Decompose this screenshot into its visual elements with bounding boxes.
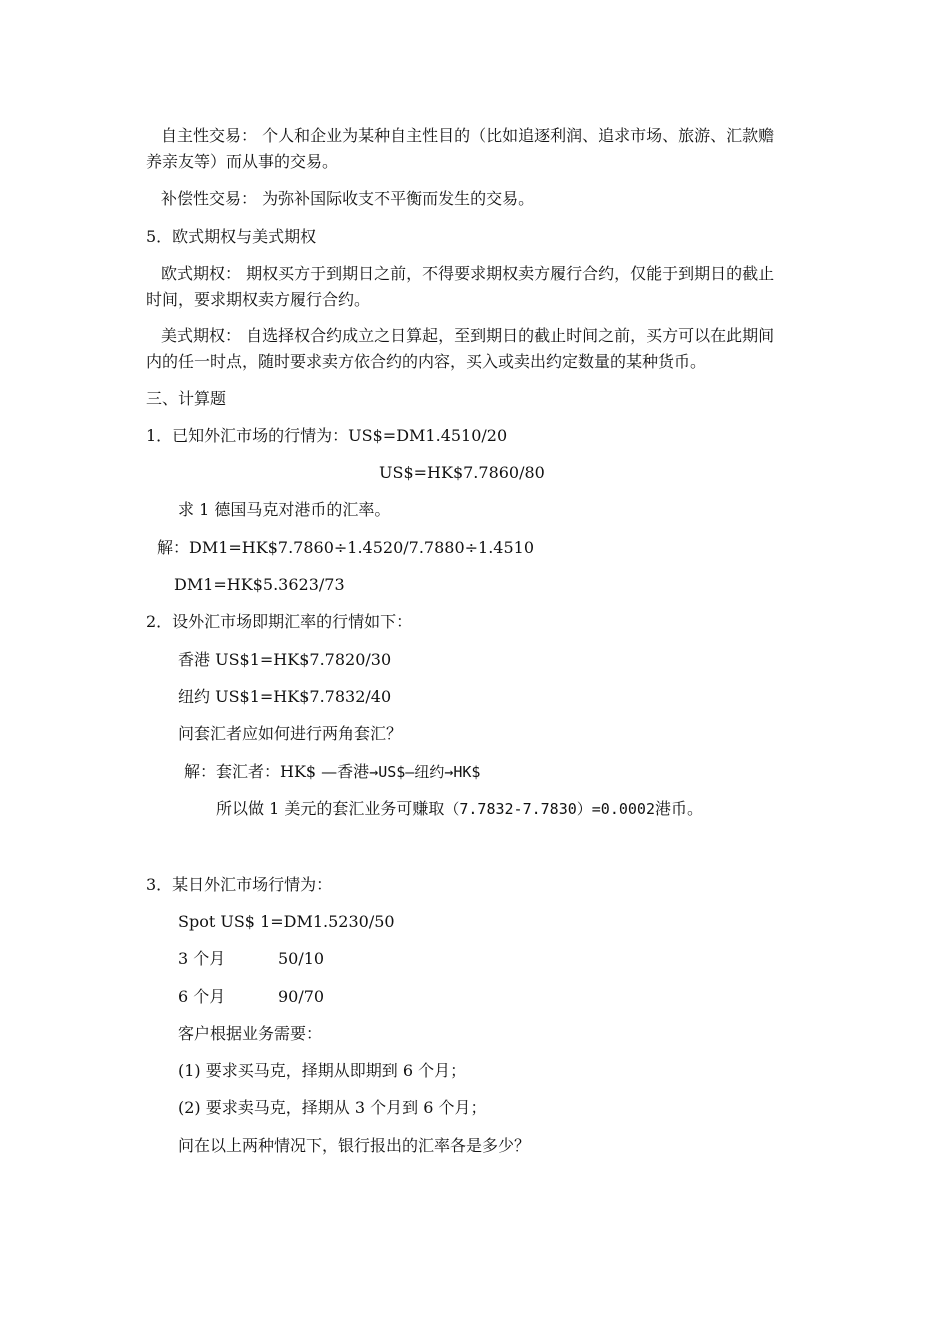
american-option-line-1: 美式期权： 自选择权合约成立之日算起，至到期日的截止时间之前，买方可以在此期间 [161,326,775,345]
q3-need-2: (2) 要求卖马克，择期从 3 个月到 6 个月； [178,1098,487,1117]
q2-solution-line-2-end: 港币。 [654,799,703,818]
q3-3month-value: 50/10 [278,949,325,968]
q2-line-1: 2．设外汇市场即期汇率的行情如下： [146,612,413,631]
q3-line-1: 3．某日外汇市场行情为： [146,875,333,894]
q3-question: 问在以上两种情况下，银行报出的汇率各是多少？ [178,1136,531,1155]
compensatory-trade-line: 补偿性交易： 为弥补国际收支不平衡而发生的交易。 [161,189,535,208]
q2-solution-line-1 [184,761,480,783]
q1-question: 求 1 德国马克对港币的汇率。 [178,500,391,519]
q1-line-1: 1．已知外汇市场的行情为：US$=DM1.4510/20 [146,426,508,445]
q3-6month-value: 90/70 [278,987,325,1006]
q1-line-2: US$=HK$7.7860/80 [379,463,545,482]
european-option-line-2: 时间，要求期权卖方履行合约。 [146,290,371,309]
q2-newyork-rate: 纽约 US$1=HK$7.7832/40 [178,687,392,706]
q2-solution-line-2-start: 所以做 1 美元的套汇业务可赚取 [216,799,445,818]
q3-spot-rate: Spot US$ 1=DM1.5230/50 [178,912,395,931]
autonomous-trade-line-1: 自主性交易： 个人和企业为某种自主性目的（比如追逐利润、追求市场、旅游、汇款赡 [161,126,775,145]
q2-question: 问套汇者应如何进行两角套汇？ [178,724,403,743]
european-option-line-1: 欧式期权： 期权买方于到期日之前，不得要求期权卖方履行合约，仅能于到期日的截止 [161,264,775,283]
american-option-line-2: 内的任一时点，随时要求卖方依合约的内容，买入或卖出约定数量的某种货币。 [146,352,707,371]
autonomous-trade-line-2: 养亲友等）而从事的交易。 [146,152,339,171]
options-heading: 5．欧式期权与美式期权 [146,227,317,246]
q2-solution-line-2-calc: （7.7832-7.7830）=0.0002 [444,800,655,818]
q1-solution-line-2: DM1=HK$5.3623/73 [174,575,345,594]
q3-need-1: (1) 要求买马克，择期从即期到 6 个月； [178,1061,467,1080]
q3-customer-needs: 客户根据业务需要： [178,1024,323,1043]
calc-section-heading: 三、计算题 [146,389,227,408]
q2-hongkong-rate: 香港 US$1=HK$7.7820/30 [178,650,392,669]
q1-solution-line-1: 解：DM1=HK$7.7860÷1.4520/7.7880÷1.4510 [157,538,535,557]
q2-solution-line-2 [216,798,703,820]
q2-solution-line-1-path: →US$—纽约→HK$ [369,763,481,781]
q3-6month-label: 6 个月 [178,987,226,1006]
q2-solution-line-1-start: 解：套汇者：HK$ —香港 [184,762,370,781]
q3-3month-label: 3 个月 [178,949,226,968]
